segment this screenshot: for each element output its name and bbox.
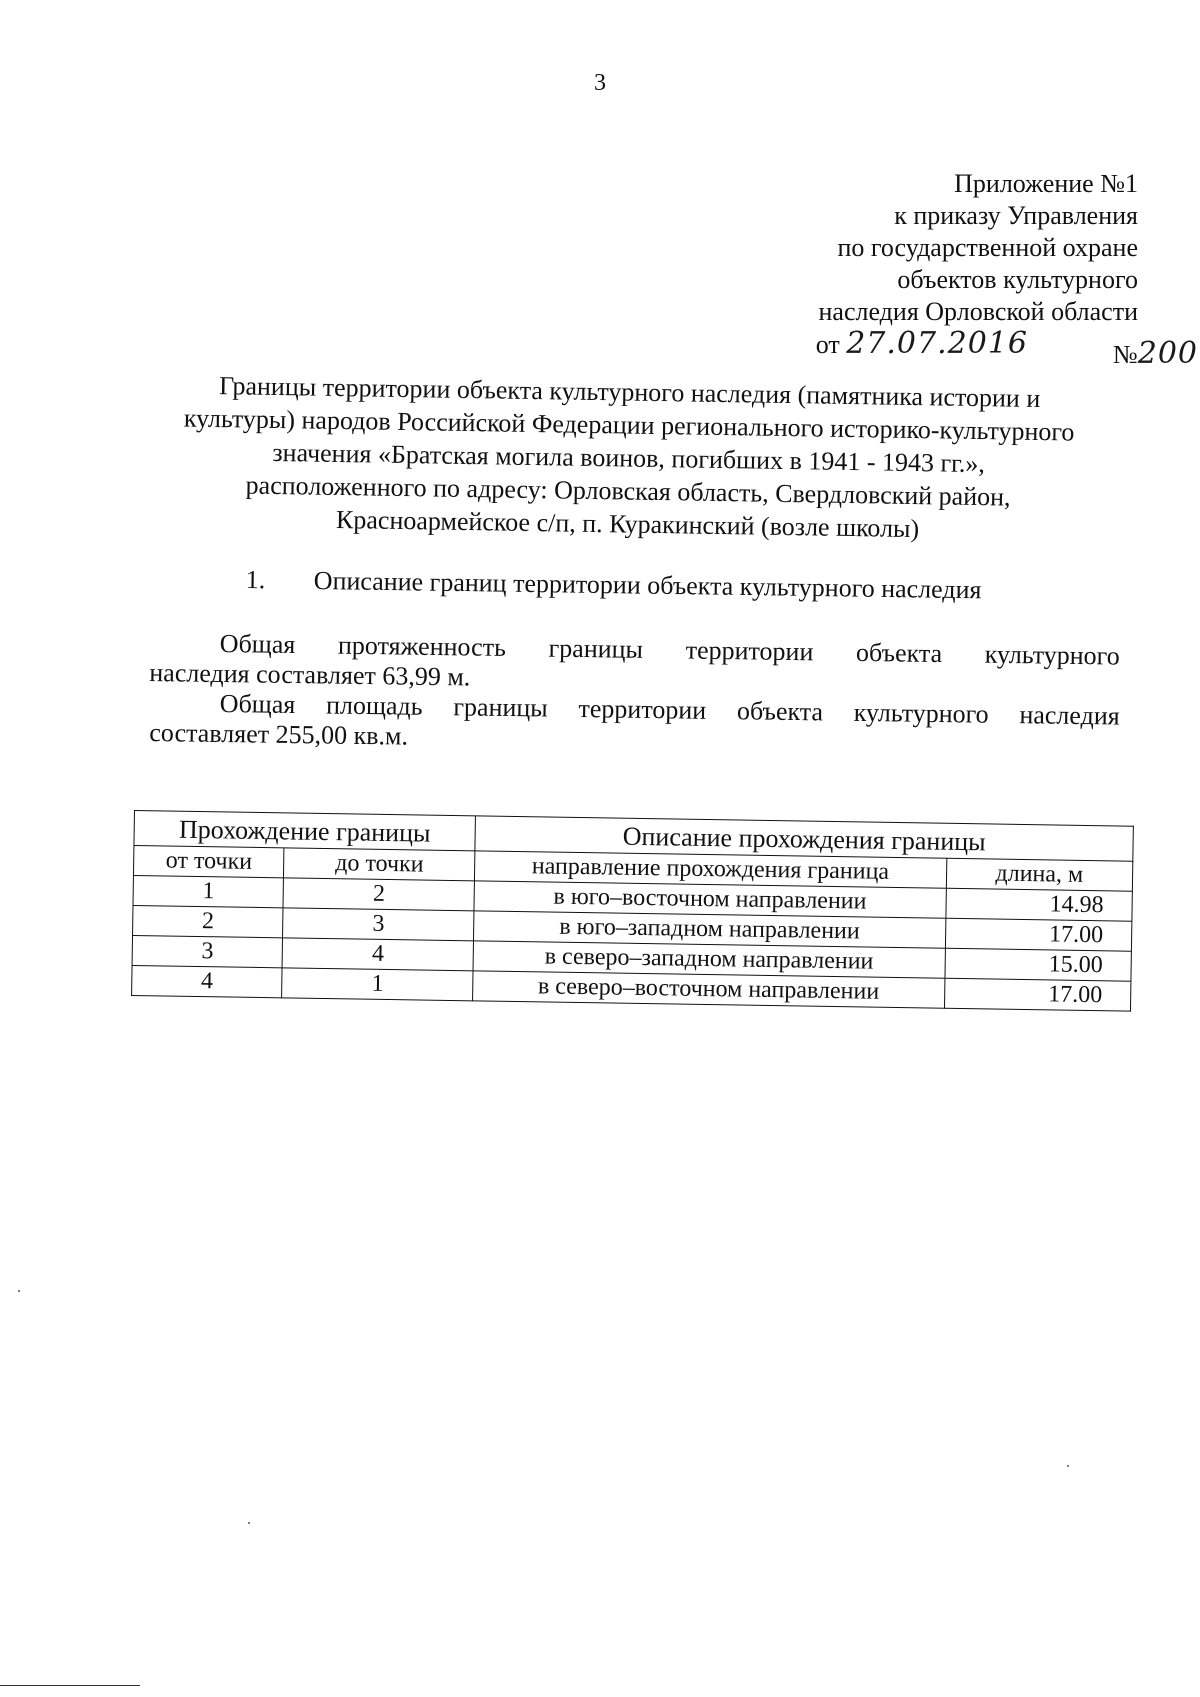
paragraph-first-line: Общая протяженность границы территории объекта культурного [219,628,1120,671]
paragraph-rest: составляет 255,00 кв.м. [149,717,409,751]
order-number [1113,338,1198,371]
cell-from: 2 [133,905,284,937]
table-group-header-left: Прохождение границы [134,811,476,851]
cell-length: 17.00 [945,918,1132,951]
title-line: культуры) народов Российской Федерации регионального историко-культурного [183,403,1075,447]
handwritten-number: 200 [1137,336,1198,371]
section-number: 1. [245,565,266,595]
page-number: 3 [594,70,606,96]
boundary-table [131,810,1134,1012]
title-line: расположенного по адресу: Орловская область, Свердловский район, [245,470,1011,512]
scan-speck [1067,1465,1069,1467]
cell-to: 3 [283,908,474,941]
appendix-line: по государственной охране [837,233,1138,262]
appendix-line: наследия Орловской области [818,297,1138,326]
cell-from: 4 [132,965,283,997]
paragraph-first-line: Общая площадь границы территории объекта культурного наследия [219,688,1120,731]
document-title [147,368,1109,548]
cell-direction: в северо–восточном направлении [473,971,945,1008]
appendix-line: объектов культурного [897,265,1138,294]
cell-length: 14.98 [945,888,1132,921]
title-line: Красноармейское с/п, п. Куракинский (возле школы) [335,504,920,544]
cell-direction: в юго–восточном направлении [474,881,946,918]
number-prefix: № [1112,340,1138,369]
appendix-block [815,168,1198,371]
appendix-line: Приложение №1 [954,169,1138,198]
table-group-header-right: Описание прохождения границы [475,816,1133,861]
section-heading-text: Описание границ территории объекта культурного наследия [313,565,982,605]
cell-to: 2 [283,878,474,911]
cell-length: 15.00 [944,948,1131,981]
title-line: значения «Братская могила воинов, погибших в 1941 - 1943 гг.», [272,437,986,479]
cell-to: 4 [282,938,473,971]
scan-speck [248,1522,250,1524]
cell-from: 3 [132,935,283,967]
appendix-line: к приказу Управления [894,201,1138,230]
date-prefix: от [815,330,840,359]
cell-length: 17.00 [944,978,1131,1011]
cell-direction: в юго–западном направлении [474,911,946,948]
table-header-to: до точки [284,848,475,881]
table-header-direction: направление прохождения граница [475,851,947,888]
scan-edge-line [0,1685,140,1686]
handwritten-date: 27.07.2016 [846,326,1028,361]
paragraph-area [149,688,1120,762]
appendix-date-line [815,326,1198,371]
title-line: Границы территории объекта культурного наследия (памятника истории и [218,371,1041,413]
table-header-length: длина, м [946,858,1133,891]
scan-speck [18,1290,20,1292]
cell-to: 1 [282,968,473,1001]
paragraph-rest: наследия составляет 63,99 м. [149,657,471,692]
cell-direction: в северо–западном направлении [473,941,945,978]
section-heading [246,565,982,605]
cell-from: 1 [133,875,284,907]
table-header-from: от точки [133,846,284,878]
